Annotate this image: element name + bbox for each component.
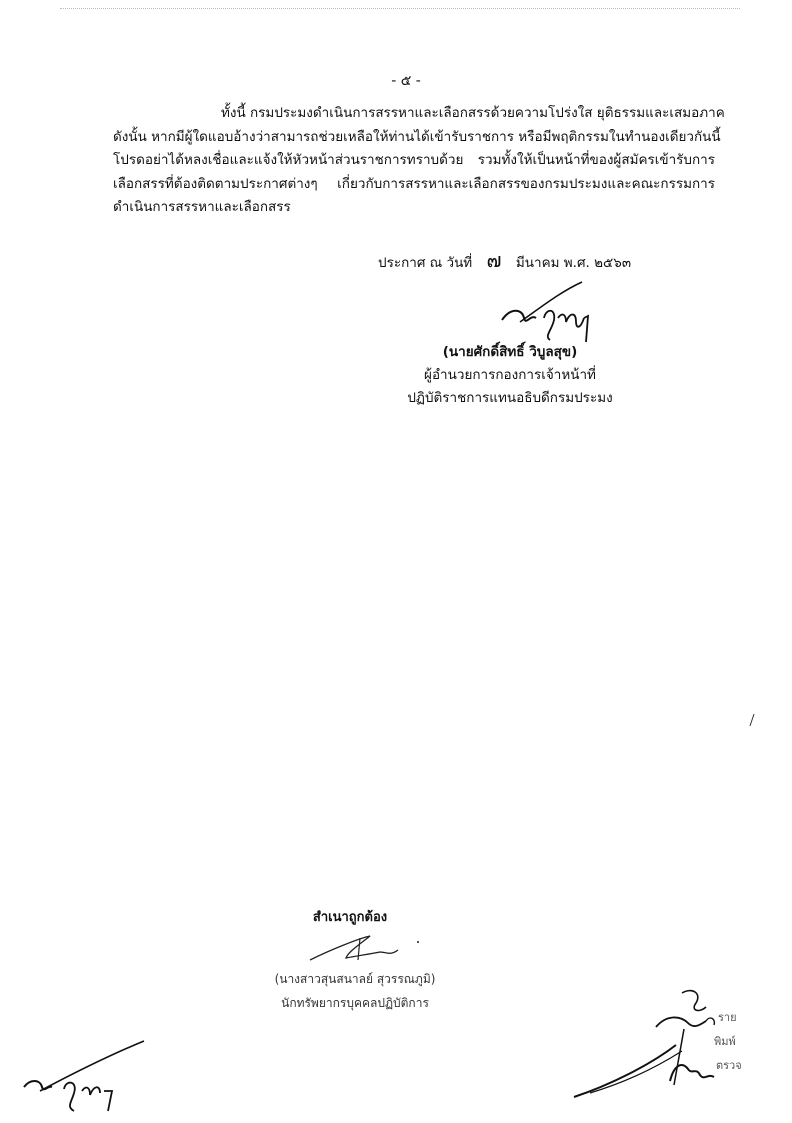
body-paragraph [113, 102, 725, 220]
announcement-suffix: มีนาคม พ.ศ. ๒๕๖๓ [515, 255, 632, 271]
signatory-name: (นายศักดิ์สิทธิ์ วิบูลสุข) [442, 344, 578, 360]
svg-text:ราย: ราย [718, 1011, 737, 1024]
body-line: ดำเนินการสรรหาและเลือกสรร [113, 199, 291, 215]
initial-signature [20, 1035, 150, 1115]
announcement-date [378, 244, 631, 276]
signatory-position-acting: ปฏิบัติราชการแทนอธิบดีกรมประมง [407, 390, 613, 406]
signatory-position: ผู้อำนวยการกองการเจ้าหน้าที่ [424, 367, 596, 383]
announcement-day: ๗ [486, 248, 502, 272]
body-line: ทั้งนี้ กรมประมงดำเนินการสรรหาและเลือกสรรด้วยความโปร่งใส ยุติธรรมและเสมอภาค [221, 105, 725, 121]
body-line: ดังนั้น หากมีผู้ใดแอบอ้างว่าสามารถช่วยเหลือให้ท่านได้เข้ารับราชการ หรือมีพฤติกรรมในทำนองเดียวกันนี้ [113, 128, 721, 145]
svg-text:ตรวจ: ตรวจ [716, 1059, 742, 1072]
body-line: เลือกสรรที่ต้องติดตามประกาศต่างๆ เกี่ยวกับการสรรหาและเลือกสรรของกรมประมงและคณะกรรมการ [113, 175, 715, 192]
svg-text:พิมพ์: พิมพ์ [714, 1035, 736, 1048]
certifier-signature [300, 930, 450, 970]
signatory-signature [500, 278, 600, 348]
initials-stamp [570, 985, 770, 1105]
certifier-position: นักทรัพยากรบุคคลปฏิบัติการ [281, 996, 429, 1010]
body-line: โปรดอย่าได้หลงเชื่อและแจ้งให้หัวหน้าส่วนราชการทราบด้วย รวมทั้งให้เป็นหน้าที่ของผู้สมัครเข้ารับการ [113, 152, 715, 168]
page-number: - ๕ - [391, 73, 421, 89]
certified-copy-label: สำเนาถูกต้อง [312, 910, 388, 925]
announcement-prefix: ประกาศ ณ วันที่ [378, 255, 473, 271]
top-scan-dots [60, 8, 740, 15]
stray-mark [748, 712, 756, 726]
certifier-name: (นางสาวสุนสนาลย์ สุวรรณภูมิ) [274, 972, 436, 986]
